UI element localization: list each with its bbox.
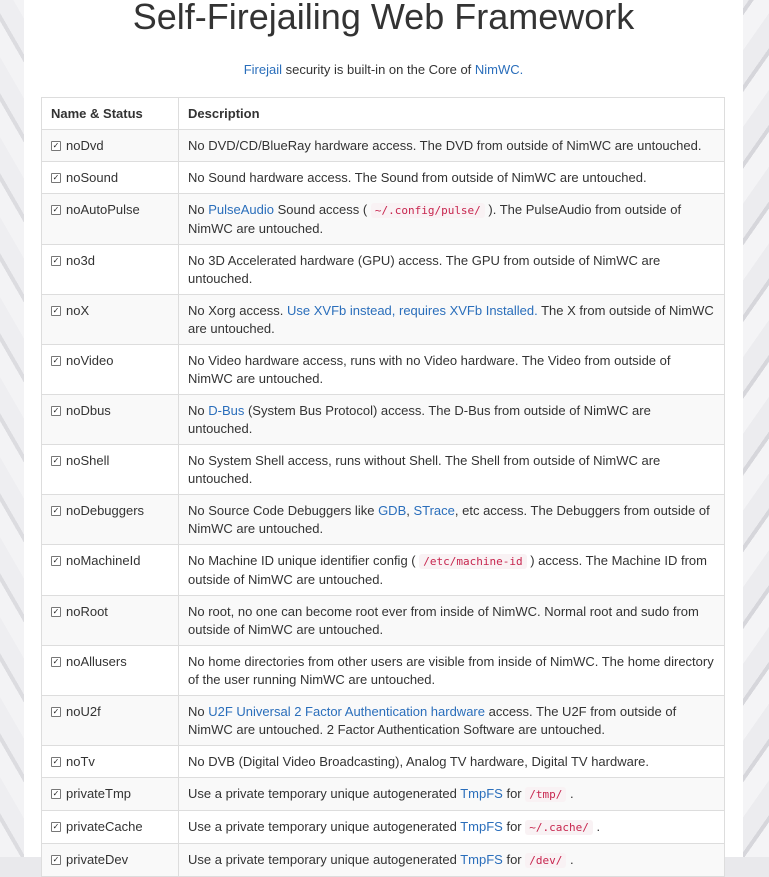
option-name-cell bbox=[42, 696, 179, 746]
code-path: /etc/machine-id bbox=[419, 554, 526, 569]
description-text: No root, no one can become root ever from inside of NimWC. Normal root and sudo from outside of NimWC are untouched. bbox=[188, 604, 699, 637]
description-text: The X from outside of NimWC are untouched. bbox=[188, 303, 714, 336]
description-text: (System Bus Protocol) access. The D-Bus from outside of NimWC are untouched. bbox=[188, 403, 651, 436]
checkbox-checked-icon[interactable]: ✓ bbox=[52, 854, 60, 864]
page-title: Self-Firejailing Web Framework bbox=[132, 0, 635, 37]
checkbox-checked-icon[interactable]: ✓ bbox=[52, 305, 60, 315]
firejail-options-table bbox=[41, 97, 725, 877]
table-row bbox=[42, 545, 725, 596]
option-name: no3d bbox=[66, 253, 95, 268]
checkbox-checked-icon[interactable]: ✓ bbox=[52, 255, 60, 265]
background-pattern-right bbox=[743, 0, 769, 857]
description-text: ) access. The Machine ID from outside of NimWC are untouched. bbox=[188, 553, 707, 587]
option-description-cell bbox=[179, 746, 725, 778]
option-name: noRoot bbox=[66, 604, 108, 619]
description-text: Use a private temporary unique autogenerated bbox=[188, 786, 461, 801]
option-description-cell bbox=[179, 194, 725, 245]
option-name-cell bbox=[42, 844, 179, 877]
option-name: privateDev bbox=[66, 852, 129, 867]
code-path: /tmp/ bbox=[525, 787, 566, 802]
option-name: noAllusers bbox=[66, 654, 127, 669]
table-row bbox=[42, 844, 725, 877]
checkbox-checked-icon[interactable]: ✓ bbox=[52, 606, 60, 616]
checkbox-checked-icon[interactable]: ✓ bbox=[52, 204, 60, 214]
option-name: noAutoPulse bbox=[66, 202, 140, 217]
table-row bbox=[42, 194, 725, 245]
background-pattern-left bbox=[0, 0, 24, 857]
option-name-cell bbox=[42, 395, 179, 445]
description-link[interactable]: STrace bbox=[413, 503, 455, 518]
description-link[interactable]: U2F Universal 2 Factor Authentication hardware bbox=[208, 704, 485, 719]
option-description-cell bbox=[179, 778, 725, 811]
option-name-cell bbox=[42, 746, 179, 778]
description-text: . bbox=[566, 852, 574, 867]
option-name: noMachineId bbox=[66, 553, 141, 568]
description-text: No DVD/CD/BlueRay hardware access. The DVD from outside of NimWC are untouched. bbox=[188, 138, 702, 153]
option-description-cell bbox=[179, 596, 725, 646]
code-path: ~/.config/pulse/ bbox=[371, 203, 485, 218]
option-name: noShell bbox=[66, 453, 110, 468]
header-name-status: Name & Status bbox=[42, 98, 179, 130]
checkbox-checked-icon[interactable]: ✓ bbox=[52, 555, 60, 565]
description-text: for bbox=[502, 819, 526, 834]
table-row bbox=[42, 130, 725, 162]
description-text: access. The U2F from outside of NimWC are untouched. 2 Factor Authentication Software are untouched. bbox=[188, 704, 677, 737]
checkbox-checked-icon[interactable]: ✓ bbox=[52, 656, 60, 666]
table-row bbox=[42, 811, 725, 844]
code-path: /dev/ bbox=[525, 853, 566, 868]
option-name-cell bbox=[42, 345, 179, 395]
option-name-cell bbox=[42, 495, 179, 545]
table-row bbox=[42, 162, 725, 194]
option-name-cell bbox=[42, 646, 179, 696]
option-description-cell bbox=[179, 162, 725, 194]
option-name-cell bbox=[42, 778, 179, 811]
code-path: ~/.cache/ bbox=[525, 820, 593, 835]
checkbox-checked-icon[interactable]: ✓ bbox=[52, 821, 60, 831]
table-row bbox=[42, 646, 725, 696]
description-text: ). The PulseAudio from outside of NimWC are untouched. bbox=[188, 202, 682, 236]
option-description-cell bbox=[179, 696, 725, 746]
description-text: No bbox=[188, 403, 209, 418]
nimwc-link[interactable]: NimWC. bbox=[474, 62, 524, 77]
description-text: . bbox=[566, 786, 574, 801]
description-text: No Xorg access. bbox=[188, 303, 287, 318]
checkbox-checked-icon[interactable]: ✓ bbox=[52, 756, 60, 766]
description-text: Sound access ( bbox=[274, 202, 371, 217]
option-name: noDbus bbox=[66, 403, 111, 418]
table-row bbox=[42, 345, 725, 395]
description-text: Use a private temporary unique autogenerated bbox=[188, 819, 461, 834]
table-row bbox=[42, 596, 725, 646]
description-link[interactable]: TmpFS bbox=[460, 852, 503, 867]
description-text: for bbox=[502, 852, 526, 867]
option-description-cell bbox=[179, 646, 725, 696]
option-name-cell bbox=[42, 245, 179, 295]
option-name-cell bbox=[42, 130, 179, 162]
description-text: No System Shell access, runs without Shell. The Shell from outside of NimWC are untouched. bbox=[188, 453, 661, 486]
checkbox-checked-icon[interactable]: ✓ bbox=[52, 172, 60, 182]
option-name: noDebuggers bbox=[66, 503, 145, 518]
option-description-cell bbox=[179, 395, 725, 445]
option-name: noVideo bbox=[66, 353, 114, 368]
option-name-cell bbox=[42, 445, 179, 495]
description-text: Use a private temporary unique autogenerated bbox=[188, 852, 461, 867]
table-row bbox=[42, 445, 725, 495]
option-name-cell bbox=[42, 295, 179, 345]
option-description-cell bbox=[179, 245, 725, 295]
subtitle-text: security is built-in on the Core of bbox=[281, 62, 475, 77]
description-text: , etc access. The Debuggers from outside of NimWC are untouched. bbox=[188, 503, 710, 536]
option-description-cell bbox=[179, 811, 725, 844]
option-name: noU2f bbox=[66, 704, 101, 719]
option-name: noSound bbox=[66, 170, 119, 185]
option-name: noX bbox=[66, 303, 90, 318]
description-text: for bbox=[502, 786, 526, 801]
page-subtitle bbox=[24, 62, 743, 77]
checkbox-checked-icon[interactable]: ✓ bbox=[52, 405, 60, 415]
description-text: No bbox=[188, 704, 209, 719]
option-name-cell bbox=[42, 596, 179, 646]
table-row bbox=[42, 295, 725, 345]
description-text: No 3D Accelerated hardware (GPU) access. The GPU from outside of NimWC are untouched. bbox=[188, 253, 661, 286]
description-text: No Video hardware access, runs with no Video hardware. The Video from outside of NimWC are untouched. bbox=[188, 353, 671, 386]
checkbox-checked-icon[interactable]: ✓ bbox=[52, 706, 60, 716]
checkbox-checked-icon[interactable]: ✓ bbox=[52, 140, 60, 150]
table-row bbox=[42, 746, 725, 778]
description-text: , bbox=[406, 503, 414, 518]
description-text: No Machine ID unique identifier config ( bbox=[188, 553, 420, 568]
option-name: noDvd bbox=[66, 138, 104, 153]
table-row bbox=[42, 495, 725, 545]
table-row bbox=[42, 778, 725, 811]
option-description-cell bbox=[179, 495, 725, 545]
option-description-cell bbox=[179, 130, 725, 162]
description-text: No Sound hardware access. The Sound from outside of NimWC are untouched. bbox=[188, 170, 647, 185]
description-link[interactable]: D-Bus bbox=[208, 403, 245, 418]
checkbox-checked-icon[interactable]: ✓ bbox=[52, 355, 60, 365]
description-text: No bbox=[188, 202, 209, 217]
description-text: No Source Code Debuggers like bbox=[188, 503, 379, 518]
option-name-cell bbox=[42, 811, 179, 844]
description-link[interactable]: GDB bbox=[378, 503, 407, 518]
option-description-cell bbox=[179, 844, 725, 877]
option-description-cell bbox=[179, 345, 725, 395]
firejail-link[interactable]: Firejail bbox=[243, 62, 282, 77]
header-description: Description bbox=[179, 98, 725, 130]
description-link[interactable]: Use XVFb instead, requires XVFb Installed. bbox=[287, 303, 538, 318]
option-name-cell bbox=[42, 194, 179, 245]
option-description-cell bbox=[179, 295, 725, 345]
description-link[interactable]: TmpFS bbox=[460, 819, 503, 834]
option-name-cell bbox=[42, 162, 179, 194]
description-text: . bbox=[592, 819, 601, 834]
table-row bbox=[42, 395, 725, 445]
option-name: privateTmp bbox=[66, 786, 132, 801]
option-name-cell bbox=[42, 545, 179, 596]
description-link[interactable]: PulseAudio bbox=[208, 202, 275, 217]
option-description-cell bbox=[179, 445, 725, 495]
description-text: No home directories from other users are visible from inside of NimWC. The home directory of the user running NimWC are untouched. bbox=[188, 654, 714, 687]
option-name: noTv bbox=[66, 754, 95, 769]
table-header-row bbox=[42, 98, 725, 130]
description-text: No DVB (Digital Video Broadcasting), Analog TV hardware, Digital TV hardware. bbox=[188, 754, 650, 769]
table-row bbox=[42, 245, 725, 295]
option-description-cell bbox=[179, 545, 725, 596]
checkbox-checked-icon[interactable]: ✓ bbox=[52, 455, 60, 465]
checkbox-checked-icon[interactable]: ✓ bbox=[52, 505, 60, 515]
description-link[interactable]: TmpFS bbox=[460, 786, 503, 801]
table-row bbox=[42, 696, 725, 746]
content-page bbox=[24, 0, 743, 867]
checkbox-checked-icon[interactable]: ✓ bbox=[52, 788, 60, 798]
option-name: privateCache bbox=[66, 819, 143, 834]
